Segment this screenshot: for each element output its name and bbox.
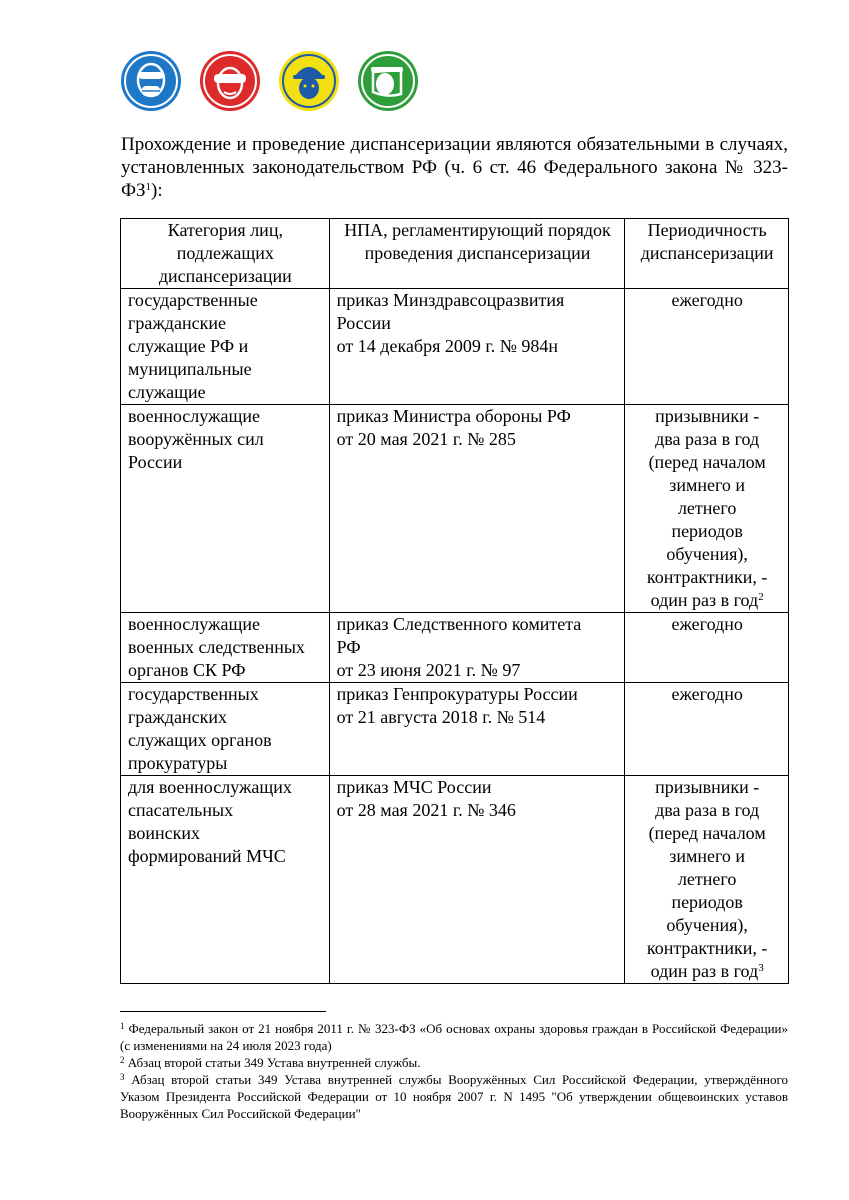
periodicity-line: летнего [677,498,737,518]
category-line: вооружённых сил [128,429,264,449]
legal-act-cell [329,613,625,683]
footnote-ref-2[interactable]: 2 [758,591,764,603]
footnote-ref-1[interactable]: 1 [145,181,152,193]
legal-act-cell [329,683,625,776]
category-line: государственных [128,684,259,704]
category-line: спасательных [128,800,234,820]
category-line: служащих органов [128,730,272,750]
header-legal-act: НПА, регламентирующий порядок проведения диспансеризации [329,219,625,289]
periodicity-cell [625,683,789,776]
category-line: органов СК РФ [128,660,246,680]
hard-hat-icon [278,50,340,112]
category-line: формирований МЧС [128,846,286,866]
legal-act-line: приказ Генпрокуратуры России [336,684,578,704]
periodicity-line: (перед началом [648,452,766,472]
periodicity-line: призывники - [655,777,760,797]
periodicity-cell [625,776,789,984]
category-line: военных следственных [128,637,305,657]
legal-act-line: России [336,313,391,333]
legal-act-line: от 14 декабря 2009 г. № 984н [336,336,559,356]
periodicity-line: ежегодно [671,290,743,310]
legal-act-line: приказ Минздравсоцразвития [336,290,565,310]
periodicity-line: обучения), [666,544,748,564]
category-line: военнослужащие [128,406,260,426]
periodicity-line: зимнего и [669,475,746,495]
legal-act-cell [329,289,625,405]
footnote-number: 2 [120,1055,125,1065]
footnote-number: 3 [120,1072,125,1082]
table-body [121,289,789,984]
category-line: России [128,452,183,472]
legal-act-line: от 20 мая 2021 г. № 285 [336,429,516,449]
periodicity-line: контрактники, - [646,567,768,587]
category-cell [121,613,330,683]
category-line: муниципальные [128,359,252,379]
category-line: для военнослужащих [128,777,292,797]
legal-act-line: РФ [336,637,361,657]
table-row [121,405,789,613]
legal-act-line: от 28 мая 2021 г. № 346 [336,800,516,820]
periodicity-line: периодов [671,892,743,912]
periodicity-cell [625,613,789,683]
table-row [121,289,789,405]
footnote-text: Федеральный закон от 21 ноября 2011 г. № 323-ФЗ «Об основах охраны здоровья граждан в Российской Федерации» (с изменениями на 24 июля 2023 года) [120,1021,788,1053]
intro-paragraph [121,133,788,202]
table-header-row [121,219,789,289]
periodicity-cell [625,405,789,613]
category-cell [121,776,330,984]
category-line: гражданские [128,313,226,333]
category-line: воинских [128,823,201,843]
category-line: государственные [128,290,258,310]
category-cell [121,289,330,405]
legal-act-line: от 23 июня 2021 г. № 97 [336,660,521,680]
periodicity-line: один раз в год [650,961,759,981]
periodicity-line: ежегодно [671,614,743,634]
header-category: Категория лиц, подлежащих диспансеризации [121,219,330,289]
footnote-1 [120,1020,788,1054]
category-cell [121,683,330,776]
legal-act-line: приказ Министра обороны РФ [336,406,571,426]
legal-act-cell [329,405,625,613]
periodicity-line: призывники - [655,406,760,426]
table-row [121,683,789,776]
category-line: гражданских [128,707,227,727]
header-periodicity: Периодичность диспансеризации [625,219,789,289]
footnote-2 [120,1054,788,1071]
category-line: военнослужащие [128,614,260,634]
table-row [121,613,789,683]
footnote-separator [120,1011,326,1012]
dispensary-table [120,218,789,984]
periodicity-line: (перед началом [648,823,766,843]
category-line: служащие РФ и [128,336,249,356]
periodicity-line: два раза в год [655,429,760,449]
category-line: прокуратуры [128,753,228,773]
periodicity-line: периодов [671,521,743,541]
safety-goggles-icon [199,50,261,112]
category-line: служащие [128,382,206,402]
periodicity-line: летнего [677,869,737,889]
footnotes [120,1020,788,1122]
footnote-3 [120,1071,788,1122]
periodicity-line: зимнего и [669,846,746,866]
periodicity-line: контрактники, - [646,938,768,958]
legal-act-line: от 21 августа 2018 г. № 514 [336,707,546,727]
legal-act-cell [329,776,625,984]
footnote-text: Абзац второй статьи 349 Устава внутренней службы Вооружённых Сил Российской Федерации, утверждённого Указом Президента Российской Федерации от 10 ноября 2007 г. N 1495 "Об утверждении общевоинских уставов Вооружённых Сил Российской Федерации" [120,1072,788,1121]
intro-tail: ): [151,180,163,201]
periodicity-line: один раз в год [650,590,759,610]
intro-text: Прохождение и проведение диспансеризации являются обязательными в случаях, установленных законодательством РФ (ч. 6 ст. 46 Федерального закона № 323-ФЗ [121,134,788,201]
legal-act-line: приказ МЧС России [336,777,492,797]
periodicity-line: ежегодно [671,684,743,704]
footnote-text: Абзац второй статьи 349 Устава внутренней службы. [124,1055,421,1070]
periodicity-line: два раза в год [655,800,760,820]
category-cell [121,405,330,613]
face-shield-icon [357,50,419,112]
periodicity-line: обучения), [666,915,748,935]
footnote-number: 1 [120,1021,125,1031]
table-row [121,776,789,984]
legal-act-line: приказ Следственного комитета [336,614,582,634]
respirator-mask-icon [120,50,182,112]
footnote-ref-3[interactable]: 3 [758,962,764,974]
periodicity-cell [625,289,789,405]
